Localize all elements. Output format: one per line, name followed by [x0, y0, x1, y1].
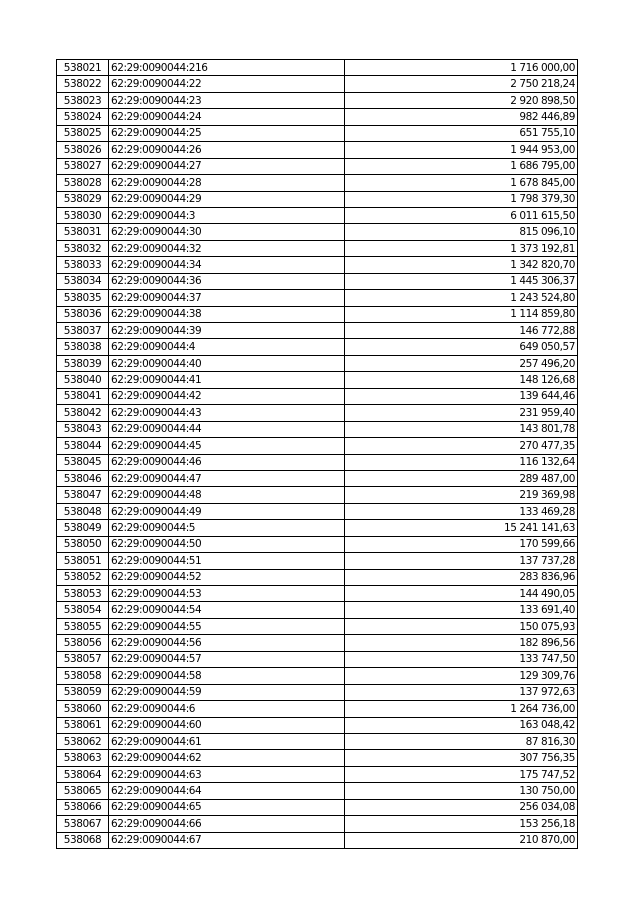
- cadastral-value-cell: 651 755,10: [345, 125, 578, 141]
- table-row: [57, 158, 578, 174]
- cadastral-number-cell: 62:29:0090044:49: [109, 503, 345, 519]
- table-row: [57, 306, 578, 322]
- cadastral-number-cell: 62:29:0090044:67: [109, 832, 345, 848]
- cadastral-value-cell: 231 959,40: [345, 405, 578, 421]
- cadastral-number-cell: 62:29:0090044:60: [109, 717, 345, 733]
- table-row: [57, 388, 578, 404]
- table-row: [57, 405, 578, 421]
- cadastral-number-cell: 62:29:0090044:23: [109, 92, 345, 108]
- cadastral-number-cell: 62:29:0090044:6: [109, 701, 345, 717]
- row-number-cell: 538054: [57, 602, 109, 618]
- table-row: [57, 109, 578, 125]
- table-row: [57, 816, 578, 832]
- cadastral-value-cell: 1 264 736,00: [345, 701, 578, 717]
- cadastral-number-cell: 62:29:0090044:5: [109, 520, 345, 536]
- cadastral-value-cell: 133 747,50: [345, 651, 578, 667]
- row-number-cell: 538044: [57, 438, 109, 454]
- row-number-cell: 538065: [57, 783, 109, 799]
- row-number-cell: 538033: [57, 257, 109, 273]
- cadastral-number-cell: 62:29:0090044:46: [109, 454, 345, 470]
- table-row: [57, 372, 578, 388]
- cadastral-number-cell: 62:29:0090044:64: [109, 783, 345, 799]
- cadastral-number-cell: 62:29:0090044:56: [109, 635, 345, 651]
- table-row: [57, 668, 578, 684]
- table-row: [57, 76, 578, 92]
- cadastral-number-cell: 62:29:0090044:48: [109, 487, 345, 503]
- table-row: [57, 569, 578, 585]
- cadastral-number-cell: 62:29:0090044:36: [109, 273, 345, 289]
- row-number-cell: 538059: [57, 684, 109, 700]
- cadastral-value-cell: 163 048,42: [345, 717, 578, 733]
- cadastral-value-cell: 150 075,93: [345, 618, 578, 634]
- cadastral-value-cell: 210 870,00: [345, 832, 578, 848]
- cadastral-number-cell: 62:29:0090044:25: [109, 125, 345, 141]
- table-row: [57, 224, 578, 240]
- table-row: [57, 207, 578, 223]
- cadastral-value-cell: 219 369,98: [345, 487, 578, 503]
- cadastral-number-cell: 62:29:0090044:40: [109, 355, 345, 371]
- row-number-cell: 538040: [57, 372, 109, 388]
- cadastral-value-cell: 175 747,52: [345, 766, 578, 782]
- cadastral-number-cell: 62:29:0090044:43: [109, 405, 345, 421]
- table-row: [57, 421, 578, 437]
- cadastral-number-cell: 62:29:0090044:26: [109, 142, 345, 158]
- row-number-cell: 538058: [57, 668, 109, 684]
- row-number-cell: 538056: [57, 635, 109, 651]
- cadastral-value-cell: 1 243 524,80: [345, 290, 578, 306]
- cadastral-number-cell: 62:29:0090044:216: [109, 60, 345, 76]
- cadastral-number-cell: 62:29:0090044:22: [109, 76, 345, 92]
- table-row: [57, 503, 578, 519]
- cadastral-number-cell: 62:29:0090044:54: [109, 602, 345, 618]
- row-number-cell: 538068: [57, 832, 109, 848]
- row-number-cell: 538055: [57, 618, 109, 634]
- cadastral-number-cell: 62:29:0090044:58: [109, 668, 345, 684]
- table-row: [57, 766, 578, 782]
- cadastral-value-cell: 137 972,63: [345, 684, 578, 700]
- cadastral-number-cell: 62:29:0090044:39: [109, 323, 345, 339]
- cadastral-number-cell: 62:29:0090044:30: [109, 224, 345, 240]
- table-row: [57, 750, 578, 766]
- table-row: [57, 339, 578, 355]
- row-number-cell: 538062: [57, 733, 109, 749]
- row-number-cell: 538022: [57, 76, 109, 92]
- cadastral-number-cell: 62:29:0090044:52: [109, 569, 345, 585]
- table-row: [57, 470, 578, 486]
- row-number-cell: 538051: [57, 553, 109, 569]
- row-number-cell: 538026: [57, 142, 109, 158]
- table-row: [57, 290, 578, 306]
- cadastral-value-cell: 144 490,05: [345, 586, 578, 602]
- row-number-cell: 538025: [57, 125, 109, 141]
- table-row: [57, 536, 578, 552]
- row-number-cell: 538021: [57, 60, 109, 76]
- cadastral-value-cell: 1 686 795,00: [345, 158, 578, 174]
- table-row: [57, 191, 578, 207]
- row-number-cell: 538041: [57, 388, 109, 404]
- cadastral-number-cell: 62:29:0090044:53: [109, 586, 345, 602]
- table-row: [57, 618, 578, 634]
- cadastral-number-cell: 62:29:0090044:50: [109, 536, 345, 552]
- row-number-cell: 538031: [57, 224, 109, 240]
- row-number-cell: 538023: [57, 92, 109, 108]
- cadastral-number-cell: 62:29:0090044:51: [109, 553, 345, 569]
- row-number-cell: 538043: [57, 421, 109, 437]
- table-row: [57, 553, 578, 569]
- cadastral-value-table: [56, 59, 578, 849]
- table-row: [57, 323, 578, 339]
- cadastral-value-cell: 2 920 898,50: [345, 92, 578, 108]
- row-number-cell: 538063: [57, 750, 109, 766]
- cadastral-value-cell: 1 798 379,30: [345, 191, 578, 207]
- row-number-cell: 538050: [57, 536, 109, 552]
- row-number-cell: 538067: [57, 816, 109, 832]
- cadastral-number-cell: 62:29:0090044:4: [109, 339, 345, 355]
- cadastral-value-cell: 289 487,00: [345, 470, 578, 486]
- cadastral-value-cell: 130 750,00: [345, 783, 578, 799]
- cadastral-value-cell: 982 446,89: [345, 109, 578, 125]
- cadastral-value-cell: 257 496,20: [345, 355, 578, 371]
- cadastral-number-cell: 62:29:0090044:3: [109, 207, 345, 223]
- cadastral-value-cell: 87 816,30: [345, 733, 578, 749]
- table-row: [57, 651, 578, 667]
- row-number-cell: 538035: [57, 290, 109, 306]
- cadastral-value-cell: 1 342 820,70: [345, 257, 578, 273]
- row-number-cell: 538048: [57, 503, 109, 519]
- table-row: [57, 273, 578, 289]
- cadastral-number-cell: 62:29:0090044:65: [109, 799, 345, 815]
- cadastral-value-cell: 133 691,40: [345, 602, 578, 618]
- table-row: [57, 520, 578, 536]
- row-number-cell: 538052: [57, 569, 109, 585]
- row-number-cell: 538034: [57, 273, 109, 289]
- cadastral-number-cell: 62:29:0090044:44: [109, 421, 345, 437]
- cadastral-number-cell: 62:29:0090044:47: [109, 470, 345, 486]
- cadastral-value-cell: 1 678 845,00: [345, 175, 578, 191]
- cadastral-value-cell: 146 772,88: [345, 323, 578, 339]
- cadastral-number-cell: 62:29:0090044:37: [109, 290, 345, 306]
- row-number-cell: 538032: [57, 240, 109, 256]
- cadastral-value-cell: 2 750 218,24: [345, 76, 578, 92]
- cadastral-value-cell: 283 836,96: [345, 569, 578, 585]
- cadastral-number-cell: 62:29:0090044:63: [109, 766, 345, 782]
- row-number-cell: 538039: [57, 355, 109, 371]
- row-number-cell: 538042: [57, 405, 109, 421]
- cadastral-number-cell: 62:29:0090044:61: [109, 733, 345, 749]
- cadastral-number-cell: 62:29:0090044:55: [109, 618, 345, 634]
- table-row: [57, 602, 578, 618]
- cadastral-value-cell: 307 756,35: [345, 750, 578, 766]
- cadastral-value-cell: 649 050,57: [345, 339, 578, 355]
- row-number-cell: 538045: [57, 454, 109, 470]
- cadastral-number-cell: 62:29:0090044:34: [109, 257, 345, 273]
- row-number-cell: 538046: [57, 470, 109, 486]
- cadastral-number-cell: 62:29:0090044:28: [109, 175, 345, 191]
- cadastral-value-cell: 182 896,56: [345, 635, 578, 651]
- row-number-cell: 538060: [57, 701, 109, 717]
- table-row: [57, 454, 578, 470]
- cadastral-value-cell: 6 011 615,50: [345, 207, 578, 223]
- cadastral-number-cell: 62:29:0090044:42: [109, 388, 345, 404]
- cadastral-number-cell: 62:29:0090044:38: [109, 306, 345, 322]
- table-row: [57, 175, 578, 191]
- row-number-cell: 538057: [57, 651, 109, 667]
- cadastral-value-cell: 170 599,66: [345, 536, 578, 552]
- cadastral-value-cell: 256 034,08: [345, 799, 578, 815]
- table-row: [57, 635, 578, 651]
- cadastral-number-cell: 62:29:0090044:66: [109, 816, 345, 832]
- cadastral-value-cell: 116 132,64: [345, 454, 578, 470]
- table-row: [57, 717, 578, 733]
- cadastral-value-cell: 15 241 141,63: [345, 520, 578, 536]
- cadastral-number-cell: 62:29:0090044:29: [109, 191, 345, 207]
- cadastral-value-cell: 1 716 000,00: [345, 60, 578, 76]
- cadastral-number-cell: 62:29:0090044:24: [109, 109, 345, 125]
- row-number-cell: 538030: [57, 207, 109, 223]
- row-number-cell: 538038: [57, 339, 109, 355]
- row-number-cell: 538064: [57, 766, 109, 782]
- cadastral-value-cell: 1 373 192,81: [345, 240, 578, 256]
- row-number-cell: 538049: [57, 520, 109, 536]
- table-row: [57, 438, 578, 454]
- table-row: [57, 733, 578, 749]
- row-number-cell: 538027: [57, 158, 109, 174]
- cadastral-number-cell: 62:29:0090044:57: [109, 651, 345, 667]
- cadastral-value-cell: 137 737,28: [345, 553, 578, 569]
- table-row: [57, 684, 578, 700]
- table-row: [57, 586, 578, 602]
- table-row: [57, 487, 578, 503]
- table-row: [57, 257, 578, 273]
- cadastral-value-cell: 133 469,28: [345, 503, 578, 519]
- cadastral-value-cell: 1 944 953,00: [345, 142, 578, 158]
- cadastral-number-cell: 62:29:0090044:41: [109, 372, 345, 388]
- cadastral-number-cell: 62:29:0090044:27: [109, 158, 345, 174]
- row-number-cell: 538047: [57, 487, 109, 503]
- table-row: [57, 125, 578, 141]
- table-row: [57, 240, 578, 256]
- row-number-cell: 538028: [57, 175, 109, 191]
- table-row: [57, 832, 578, 848]
- cadastral-value-cell: 1 445 306,37: [345, 273, 578, 289]
- cadastral-number-cell: 62:29:0090044:32: [109, 240, 345, 256]
- table-row: [57, 92, 578, 108]
- cadastral-number-cell: 62:29:0090044:45: [109, 438, 345, 454]
- table-row: [57, 783, 578, 799]
- cadastral-number-cell: 62:29:0090044:59: [109, 684, 345, 700]
- row-number-cell: 538036: [57, 306, 109, 322]
- row-number-cell: 538037: [57, 323, 109, 339]
- cadastral-value-cell: 815 096,10: [345, 224, 578, 240]
- cadastral-value-cell: 1 114 859,80: [345, 306, 578, 322]
- table-row: [57, 799, 578, 815]
- table-body: [57, 60, 578, 849]
- table-row: [57, 701, 578, 717]
- row-number-cell: 538066: [57, 799, 109, 815]
- row-number-cell: 538053: [57, 586, 109, 602]
- table-row: [57, 355, 578, 371]
- cadastral-value-cell: 270 477,35: [345, 438, 578, 454]
- cadastral-value-cell: 129 309,76: [345, 668, 578, 684]
- cadastral-value-cell: 153 256,18: [345, 816, 578, 832]
- table-row: [57, 60, 578, 76]
- cadastral-value-cell: 143 801,78: [345, 421, 578, 437]
- row-number-cell: 538024: [57, 109, 109, 125]
- table-row: [57, 142, 578, 158]
- cadastral-value-cell: 139 644,46: [345, 388, 578, 404]
- cadastral-value-cell: 148 126,68: [345, 372, 578, 388]
- row-number-cell: 538029: [57, 191, 109, 207]
- row-number-cell: 538061: [57, 717, 109, 733]
- cadastral-number-cell: 62:29:0090044:62: [109, 750, 345, 766]
